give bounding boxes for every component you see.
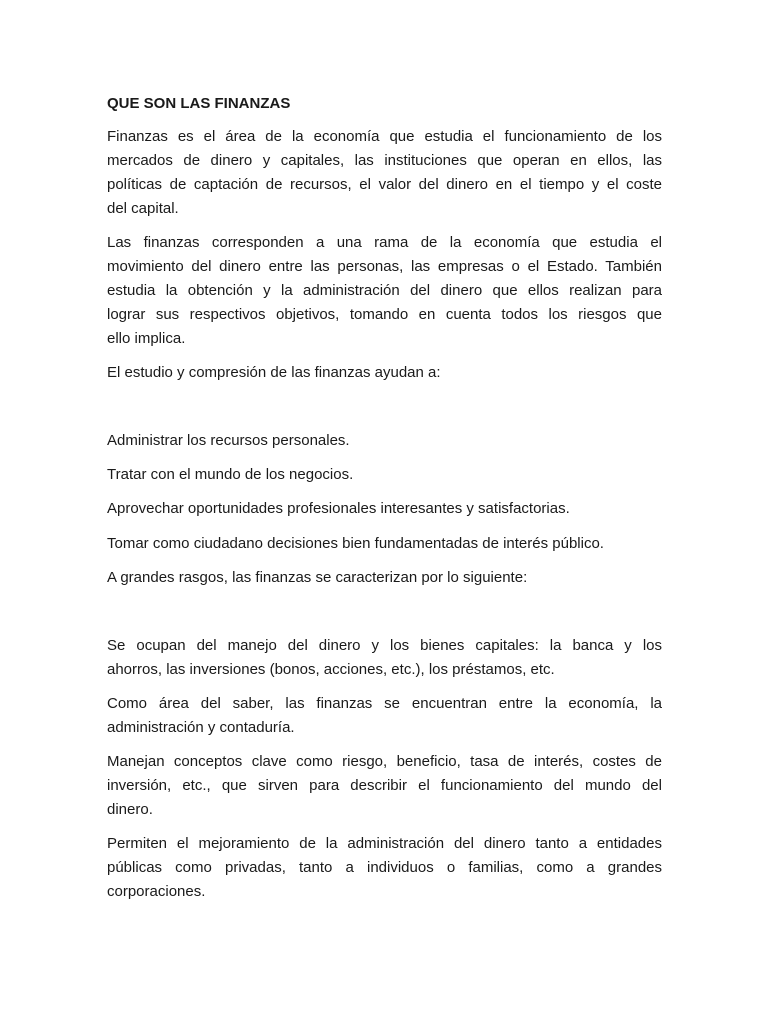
paragraph-line: del capital. (107, 200, 179, 217)
list-item: Tratar con el mundo de los negocios. (107, 466, 354, 483)
paragraph-line: corporaciones. (107, 883, 206, 900)
paragraph-line: públicas como privadas, tanto a individuos o familias, como a grandes (107, 859, 662, 876)
paragraph-line: Se ocupan del manejo del dinero y los bienes capitales: la banca y los (107, 637, 662, 654)
paragraph-line: Finanzas es el área de la economía que estudia el funcionamiento de los (107, 128, 662, 145)
paragraph-line: Manejan conceptos clave como riesgo, beneficio, tasa de interés, costes de (107, 753, 662, 770)
paragraph-line: administración y contaduría. (107, 719, 295, 736)
paragraph-line: A grandes rasgos, las finanzas se caracterizan por lo siguiente: (107, 569, 528, 586)
paragraph-line: Permiten el mejoramiento de la administración del dinero tanto a entidades (107, 835, 662, 852)
list-item: Tomar como ciudadano decisiones bien fundamentadas de interés público. (107, 535, 604, 552)
paragraph-line: lograr sus respectivos objetivos, tomando en cuenta todos los riesgos que (107, 306, 662, 323)
paragraph-line: inversión, etc., que sirven para describir el funcionamiento del mundo del (107, 777, 662, 794)
paragraph-line: políticas de captación de recursos, el valor del dinero en el tiempo y el coste (107, 176, 662, 193)
paragraph-line: ello implica. (107, 330, 186, 347)
paragraph-line: dinero. (107, 801, 153, 818)
paragraph-line: mercados de dinero y capitales, las instituciones que operan en ellos, las (107, 152, 662, 169)
document-title: QUE SON LAS FINANZAS (107, 95, 291, 112)
list-item: Administrar los recursos personales. (107, 432, 350, 449)
paragraph-line: estudia la obtención y la administración del dinero que ellos realizan para (107, 282, 662, 299)
paragraph-line: El estudio y compresión de las finanzas ayudan a: (107, 364, 441, 381)
paragraph-line: ahorros, las inversiones (bonos, acciones, etc.), los préstamos, etc. (107, 661, 555, 678)
paragraph-line: Las finanzas corresponden a una rama de la economía que estudia el (107, 234, 662, 251)
list-item: Aprovechar oportunidades profesionales interesantes y satisfactorias. (107, 500, 570, 517)
paragraph-line: Como área del saber, las finanzas se encuentran entre la economía, la (107, 695, 662, 712)
paragraph-line: movimiento del dinero entre las personas, las empresas o el Estado. También (107, 258, 662, 275)
